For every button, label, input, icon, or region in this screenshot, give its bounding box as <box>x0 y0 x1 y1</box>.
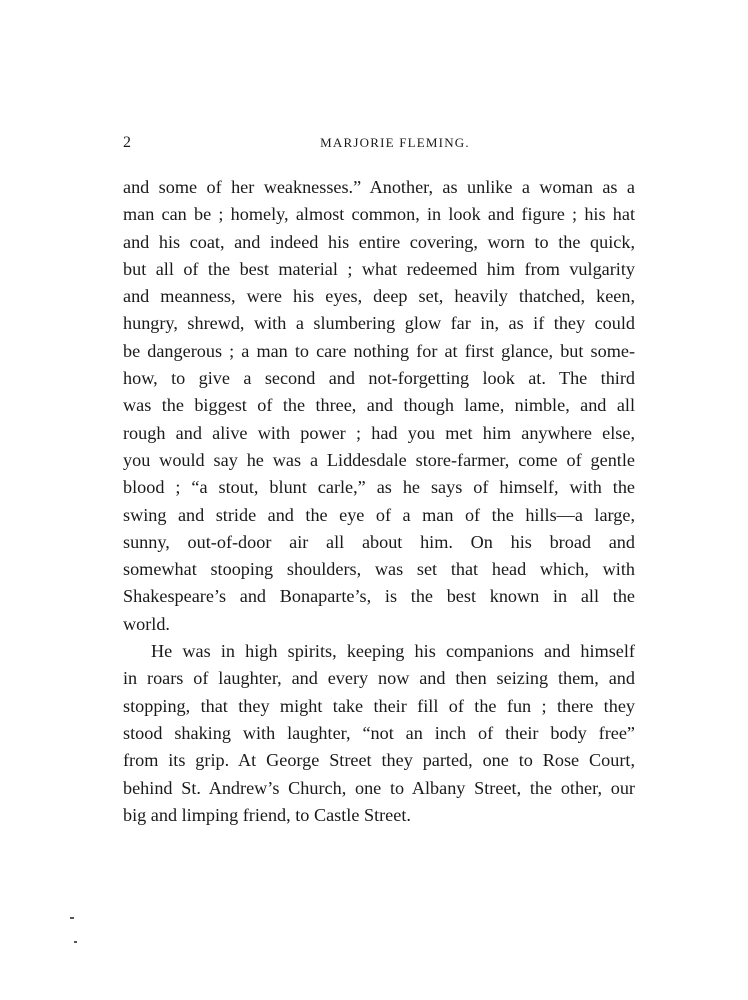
text-line: be dangerous ; a man to care nothing for at first glance, but some- <box>123 340 635 361</box>
text-line: and his coat, and indeed his entire covering, worn to the quick, <box>123 231 635 252</box>
text-line: from its grip. At George Street they parted, one to Rose Court, <box>123 750 635 771</box>
text-line: was the biggest of the three, and though lame, nimble, and all <box>123 395 635 416</box>
scan-speck <box>74 941 77 943</box>
page-number: 2 <box>123 134 131 151</box>
paragraph-1 <box>123 174 635 638</box>
paragraph-2 <box>123 638 635 829</box>
scan-speck <box>70 917 74 919</box>
text-line: blood ; “a stout, blunt carle,” as he says of himself, with the <box>123 477 635 498</box>
text-line: sunny, out-of-door air all about him. On his broad and <box>123 531 635 552</box>
text-line: and some of her weaknesses.” Another, as unlike a woman as a <box>123 177 635 197</box>
text-line: He was in high spirits, keeping his companions and himself <box>151 641 635 662</box>
text-line: you would say he was a Liddesdale store-farmer, come of gentle <box>123 449 635 470</box>
text-line: swing and stride and the eye of a man of the hills—a large, <box>123 504 635 525</box>
text-line: Shakespeare’s and Bonaparte’s, is the best known in all the <box>123 586 635 607</box>
text-line: hungry, shrewd, with a slumbering glow far in, as if they could <box>123 313 635 334</box>
running-title: MARJORIE FLEMING. <box>320 135 470 150</box>
text-line: stopping, that they might take their fill of the fun ; there they <box>123 695 635 716</box>
text-line: somewhat stooping shoulders, was set that head which, with <box>123 559 635 580</box>
text-line: man can be ; homely, almost common, in look and figure ; his hat <box>123 204 635 225</box>
text-line: world. <box>123 613 170 634</box>
text-line: and meanness, were his eyes, deep set, heavily thatched, keen, <box>123 286 635 307</box>
text-line: stood shaking with laughter, “not an inch of their body free” <box>123 722 635 743</box>
text-line: how, to give a second and not-forgetting look at. The third <box>123 368 635 389</box>
text-line: rough and alive with power ; had you met him anywhere else, <box>123 422 635 443</box>
text-line: behind St. Andrew’s Church, one to Albany Street, the other, our <box>123 777 635 798</box>
text-line: in roars of laughter, and every now and then seizing them, and <box>123 668 635 689</box>
body-text <box>123 174 635 829</box>
text-line: but all of the best material ; what redeemed him from vulgarity <box>123 258 635 279</box>
text-line: big and limping friend, to Castle Street. <box>123 804 411 825</box>
